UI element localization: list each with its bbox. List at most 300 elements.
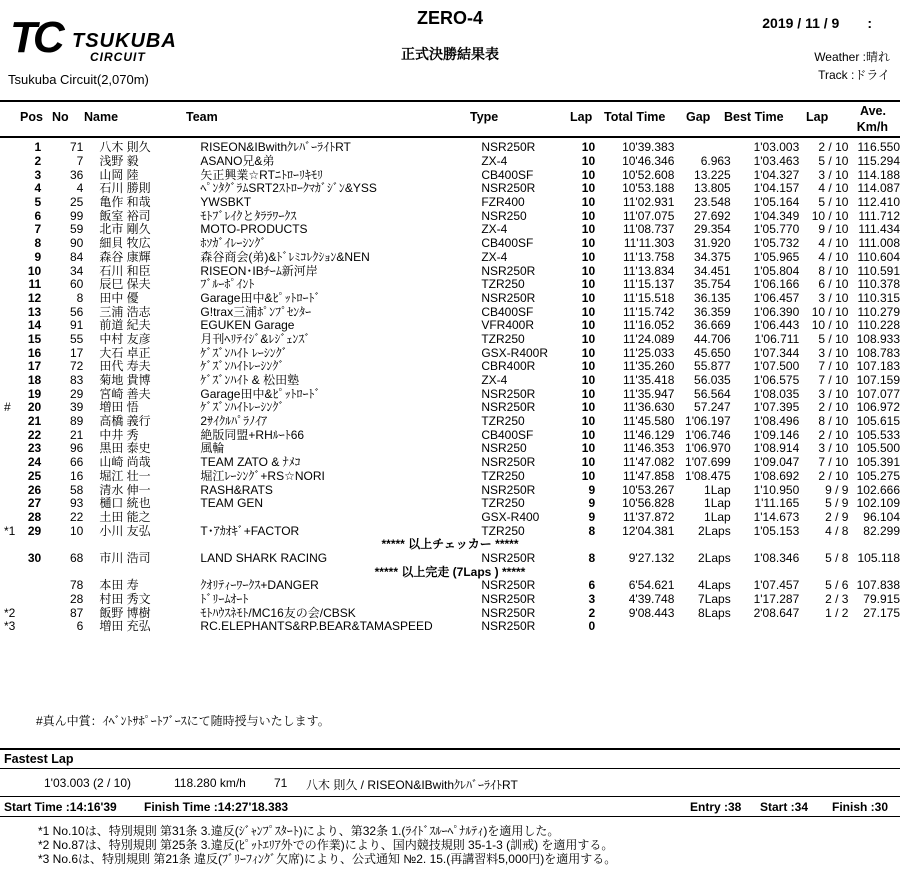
row-pos: 14 [27,318,42,333]
row-best-lap: 3 / 10 [818,290,849,305]
row-team: RISEON･IBﾁｰﾑ新河岸 [200,263,318,278]
row-total-time: 4'39.748 [628,592,675,607]
row-avg-speed: 110.591 [857,263,900,278]
row-type: TZR250 [481,331,525,346]
row-total-time: 11'11.303 [623,236,675,251]
row-team: ﾄﾞﾘｰﾑｵｰﾄ [200,592,249,607]
row-mark [0,168,23,182]
row-best-time: 1'04.157 [753,181,800,196]
row-laps: 10 [581,373,596,388]
row-avg-speed: 107.159 [856,373,900,388]
row-best-time: 1'08.692 [753,468,800,483]
row-name: 中村 友彦 [99,331,151,346]
row-laps: 10 [581,236,596,251]
row-best-lap: 5 / 10 [818,331,849,346]
row-total-time: 11'13.834 [622,263,675,278]
row-laps: 10 [581,304,596,319]
row-pos [23,579,41,593]
row-team: ﾍﾟﾝﾀｸﾞﾗﾑSRT2ｽﾄﾛｰｸﾏｶﾞｼﾞﾝ&YSS [200,181,377,196]
divider-text: ***** 以上チェッカー ***** [381,537,519,552]
row-mark [0,579,23,593]
row-avg-speed: 79.915 [863,592,900,607]
row-mark [0,251,23,265]
row-avg-speed: 107.838 [856,578,900,593]
row-mark [0,292,23,306]
row-type: GSX-R400R [481,345,549,360]
row-mark: *1 [4,523,16,538]
row-laps: 10 [581,414,596,429]
row-no: 36 [69,167,84,182]
row-no: 90 [69,236,84,251]
row-best-lap: 10 / 10 [811,304,849,319]
row-mark [0,593,23,607]
row-type: TZR250 [481,414,525,429]
row-total-time: 11'35.418 [622,373,675,388]
row-best-time: 1'05.770 [753,222,800,237]
row-team: ｹﾞｽﾞﾝﾊｲﾄﾚｰｼﾝｸﾞ [200,359,285,374]
row-laps: 10 [581,441,596,456]
row-team: 堀江ﾚｰｼﾝｸﾞ+RS☆NORI [200,468,325,483]
table-row [0,251,900,265]
row-avg-speed: 102.666 [856,482,900,497]
row-laps: 10 [581,154,596,169]
row-name: 菊地 貴博 [99,373,151,388]
row-pos: 20 [27,400,42,415]
row-type: TZR250 [481,468,525,483]
row-best-time: 1'09.047 [753,455,800,470]
table-row [0,155,900,169]
row-laps: 0 [588,619,596,634]
row-type: ZX-4 [481,154,508,169]
table-row [0,401,900,415]
row-best-lap: 8 / 10 [818,414,849,429]
row-mark [0,319,23,333]
row-mark [0,237,23,251]
row-no: 58 [69,482,84,497]
row-pos: 17 [27,359,42,374]
row-avg-speed: 82.299 [863,523,900,538]
table-row [0,346,900,360]
row-no: 59 [69,222,84,237]
row-laps: 10 [581,181,596,196]
row-type: ZX-4 [481,373,508,388]
row-best-time: 1'06.390 [753,304,800,319]
row-gap: 23.548 [694,195,731,210]
row-best-time: 1'05.804 [753,263,800,278]
row-best-time: 1'08.035 [753,386,800,401]
row-mark [0,155,23,169]
col-speed-2: Km/h [856,120,888,134]
row-best-time: 1'06.166 [753,277,800,292]
row-laps: 10 [581,455,596,470]
row-team: RC.ELEPHANTS&RP.BEAR&TAMASPEED [200,619,433,634]
row-no: 91 [69,318,84,333]
row-pos: 10 [27,263,42,278]
row-total-time: 10'46.346 [622,154,675,169]
row-type: TZR250 [481,496,525,511]
row-total-time: 11'07.075 [622,208,675,223]
row-name: 宮崎 善夫 [99,386,151,401]
finish-count: Finish :30 [831,800,888,814]
row-mark [0,456,23,470]
row-pos [23,593,41,607]
row-type: FZR400 [481,195,525,210]
row-team: RASH&RATS [200,482,273,497]
row-best-time: 1'07.500 [753,359,800,374]
row-avg-speed: 105.615 [856,414,900,429]
row-type: NSR250R [481,592,536,607]
row-laps: 10 [581,468,596,483]
row-no: 71 [69,140,84,155]
row-gap: 57.247 [694,400,731,415]
classification-divider [0,538,900,552]
row-no: 4 [76,181,84,196]
row-best-lap: 7 / 10 [818,455,849,470]
row-gap: 4Laps [698,578,731,593]
row-name: 大石 卓正 [99,345,151,360]
start-time: Start Time :14:16'39 [4,800,117,814]
row-best-lap: 2 / 3 [825,592,849,607]
row-avg-speed: 111.434 [858,222,900,237]
row-type: NSR250R [481,578,536,593]
table-row [0,442,900,456]
row-laps: 9 [588,509,596,524]
row-mark: # [4,400,11,415]
row-type: TZR250 [481,277,525,292]
row-mark [0,470,23,484]
row-type: NSR250R [481,482,536,497]
row-no: 22 [69,509,84,524]
classification-divider [0,565,900,579]
col-pos: Pos [20,110,43,124]
row-best-lap: 5 / 8 [825,550,849,565]
row-pos: 9 [34,249,42,264]
divider-text: ***** 以上完走 (7Laps ) ***** [374,564,526,579]
row-laps: 10 [581,208,596,223]
row-name: 土田 能之 [99,509,151,524]
row-name: 田代 寿夫 [99,359,151,374]
row-type: NSR250R [481,550,536,565]
row-team: ﾓﾄﾌﾞﾚｲｸとﾀﾗﾗﾜｰｸｽ [200,208,297,223]
row-best-lap: 2 / 10 [818,468,849,483]
row-gap: 34.451 [694,263,731,278]
header-bottom-rule [0,136,900,138]
row-gap: 1Lap [704,496,731,511]
row-avg-speed: 110.378 [857,277,900,292]
row-type: CB400SF [481,167,534,182]
row-name: 山岡 陸 [99,167,139,182]
row-total-time: 10'56.828 [622,496,675,511]
row-gap: 1'08.475 [685,468,731,483]
timing-bottom-rule [0,816,900,817]
row-avg-speed: 110.228 [857,318,900,333]
row-best-lap: 4 / 10 [818,236,849,251]
row-total-time: 11'08.737 [622,222,675,237]
row-best-lap: 9 / 9 [825,482,849,497]
row-laps: 10 [581,331,596,346]
row-type: NSR250R [481,263,536,278]
row-name: 本田 寿 [99,578,139,593]
row-name: 辰巳 保夫 [99,277,151,292]
row-name: 八木 則久 [99,140,151,155]
table-row [0,456,900,470]
row-avg-speed: 102.109 [856,496,900,511]
row-team: YWSBKT [200,195,252,210]
row-laps: 10 [581,386,596,401]
row-laps: 10 [581,249,596,264]
timing-top-rule [0,796,900,797]
row-best-time: 1'07.395 [753,400,800,415]
row-name: 石川 和臣 [99,263,151,278]
row-best-time [731,620,800,634]
row-best-time: 1'09.146 [753,427,800,442]
row-no: 96 [69,441,84,456]
row-total-time: 11'15.137 [622,277,675,292]
row-type: NSR250R [481,455,536,470]
row-avg-speed: 105.391 [856,455,900,470]
row-team: 矢正興業☆RTﾆﾄﾛｰﾘｷﾓﾘ [200,167,323,182]
row-mark [0,415,23,429]
table-row [0,620,900,634]
row-pos: 2 [34,154,42,169]
row-no: 99 [69,208,84,223]
row-type: CB400SF [481,236,534,251]
row-laps: 10 [581,222,596,237]
row-best-time: 1'06.457 [753,290,800,305]
row-best-time: 1'14.673 [753,509,800,524]
row-total-time: 6'54.621 [628,578,675,593]
row-avg-speed: 116.550 [857,140,900,155]
row-gap: 36.135 [694,290,731,305]
row-best-time: 1'04.349 [753,208,800,223]
table-row [0,278,900,292]
row-laps: 10 [581,263,596,278]
row-gap: 2Laps [698,523,731,538]
row-no: 25 [69,195,84,210]
row-avg-speed: 110.315 [857,290,900,305]
circuit-name: Tsukuba Circuit(2,070m) [8,72,149,87]
row-total-time: 11'24.089 [622,331,675,346]
row-mark [0,428,23,442]
row-gap: 13.805 [694,181,731,196]
row-name: 亀作 和哉 [99,195,151,210]
table-row [0,292,900,306]
logo-tsukuba: TSUKUBA [72,30,177,52]
row-mark: *2 [4,605,16,620]
row-no: 87 [69,605,84,620]
row-total-time: 11'47.858 [622,468,675,483]
col-lap: Lap [570,110,593,124]
row-laps: 10 [581,318,596,333]
row-pos: 6 [34,208,42,223]
row-laps: 10 [581,167,596,182]
row-gap: 1'07.699 [685,455,731,470]
row-team: TEAM ZATO & ﾅﾒｺ [200,455,301,470]
table-row [0,524,900,538]
row-team: ｹﾞｽﾞﾝﾊｲﾄ ﾚｰｼﾝｸﾞ [200,345,288,360]
row-gap: 29.354 [694,222,731,237]
row-pos: 25 [27,468,42,483]
row-best-lap [799,620,848,634]
row-team: T･ｱｶｵｷﾞ+FACTOR [200,523,300,538]
row-team: 森谷商会(弟)&ﾄﾞﾚﾐｺﾚｸｼｮﾝ&NEN [200,249,370,264]
row-best-time: 1'03.003 [753,140,800,155]
row-type: NSR250R [481,386,536,401]
row-mark [0,374,23,388]
results-subtitle: 正式決勝結果表 [401,46,499,62]
row-gap: 8Laps [698,605,731,620]
row-team: ｹﾞｽﾞﾝﾊｲﾄ & 松田塾 [200,373,300,388]
row-type: ZX-4 [481,222,508,237]
row-team: Garage田中&ﾋﾟｯﾄﾛｰﾄﾞ [200,386,321,401]
row-mark [0,346,23,360]
row-best-time: 1'05.732 [753,236,800,251]
start-count: Start :34 [760,800,809,814]
row-gap: 1'06.970 [685,441,731,456]
row-no: 34 [69,263,84,278]
row-no: 16 [69,468,84,483]
table-row [0,264,900,278]
row-type: NSR250R [481,181,536,196]
row-no: 28 [69,592,84,607]
row-no: 93 [69,496,84,511]
row-gap: 45.650 [694,345,731,360]
table-row [0,579,900,593]
row-best-time: 1'05.153 [753,523,800,538]
row-best-lap: 7 / 10 [818,359,849,374]
row-name: 樋口 統也 [99,496,151,511]
row-laps: 2 [588,605,596,620]
row-mark [0,387,23,401]
row-total-time: 11'02.931 [622,195,675,210]
row-name: 森谷 康輝 [99,249,151,264]
row-avg-speed: 96.104 [863,509,900,524]
row-best-time: 2'08.647 [753,605,800,620]
row-avg-speed: 110.604 [857,249,900,264]
row-total-time: 11'36.630 [622,400,675,415]
row-type: CBR400R [481,359,536,374]
row-best-time: 1'06.711 [754,331,800,346]
row-total-time: 9'08.443 [628,605,675,620]
row-type: TZR250 [481,523,525,538]
row-laps: 10 [581,345,596,360]
row-best-time: 1'04.327 [753,167,800,182]
row-mark: *3 [4,619,16,634]
row-total-time: 11'46.129 [622,427,675,442]
row-best-lap: 3 / 10 [818,345,849,360]
row-mark [0,360,23,374]
row-gap [674,141,730,155]
row-team: RISEON&IBwithｸﾚﾊﾞｰﾗｲﾄRT [200,140,351,155]
row-laps: 9 [588,496,596,511]
col-total-time: Total Time [604,110,666,124]
row-mark [0,552,23,566]
row-gap: 1'06.746 [685,427,731,442]
row-team: ｸｵﾘﾃｨｰﾜｰｸｽ+DANGER [200,578,319,593]
row-gap: 1'06.197 [685,414,731,429]
row-total-time: 10'53.188 [622,181,675,196]
row-best-lap: 5 / 9 [825,496,849,511]
row-avg-speed: 111.008 [858,236,900,251]
row-best-time: 1'17.287 [753,592,800,607]
row-name: 村田 秀文 [99,592,151,607]
row-pos: 7 [34,222,42,237]
row-laps: 10 [581,290,596,305]
row-type: CB400SF [481,304,534,319]
table-row [0,223,900,237]
row-best-lap: 2 / 9 [825,509,849,524]
row-gap [674,620,730,634]
row-gap: 13.225 [694,167,731,182]
fastest-lap-time: 1'03.003 (2 / 10) [44,776,132,790]
row-pos: 19 [27,386,42,401]
row-pos: 12 [27,290,42,305]
table-row [0,497,900,511]
row-no: 21 [69,427,84,442]
penalty-note-2: *2 No.87は、特別規則 第25条 3.違反(ﾋﾟｯﾄｴﾘｱ外での作業)により、国内競技規則 35-1-3 (訓戒) を適用する。 [38,838,614,852]
col-speed-1: Ave. [860,104,886,118]
results-table [0,141,900,634]
row-no: 66 [69,455,84,470]
row-total-time: 11'16.052 [622,318,675,333]
row-best-lap: 3 / 10 [818,167,849,182]
row-laps: 10 [581,277,596,292]
row-mark [0,141,23,155]
row-team: 風輪 [200,441,225,456]
row-best-time: 1'06.443 [753,318,800,333]
row-name: 高橋 義行 [99,414,151,429]
col-no: No [52,110,69,124]
row-no: 7 [76,154,84,169]
row-team [196,511,481,525]
row-total-time: 11'15.518 [622,290,675,305]
row-best-time: 1'05.164 [753,195,800,210]
row-total-time: 11'37.872 [622,509,675,524]
weather: Weather :晴れ [814,50,890,64]
row-best-time: 1'07.344 [753,345,800,360]
row-mark [0,223,23,237]
row-best-time: 1'07.457 [753,578,800,593]
row-no: 10 [69,523,84,538]
row-gap: 1Lap [704,482,731,497]
row-pos: 26 [27,482,42,497]
penalty-notes [38,824,616,866]
row-best-time: 1'08.346 [753,550,800,565]
row-name: 清水 伸一 [99,482,151,497]
table-row [0,360,900,374]
row-type: NSR250R [481,605,536,620]
row-no: 39 [69,400,84,415]
logo-circuit: CIRCUIT [90,50,146,64]
row-best-lap: 2 / 10 [818,427,849,442]
row-team: Garage田中&ﾋﾟｯﾄﾛｰﾄﾞ [200,290,321,305]
row-avg-speed: 115.294 [857,154,900,169]
row-best-lap: 9 / 10 [818,222,849,237]
row-total-time: 9'27.132 [628,550,675,565]
table-row [0,593,900,607]
row-team: MOTO-PRODUCTS [200,222,308,237]
logo-tc: TC [10,13,61,62]
row-gap: 35.754 [694,277,731,292]
fastest-lap-speed: 118.280 km/h [174,776,246,790]
row-name: 石川 勝則 [99,181,151,196]
row-avg-speed: 114.087 [857,181,900,196]
table-row [0,237,900,251]
row-total-time [595,620,674,634]
row-best-time: 1'08.496 [753,414,800,429]
table-row [0,141,900,155]
row-gap: 56.035 [694,373,731,388]
